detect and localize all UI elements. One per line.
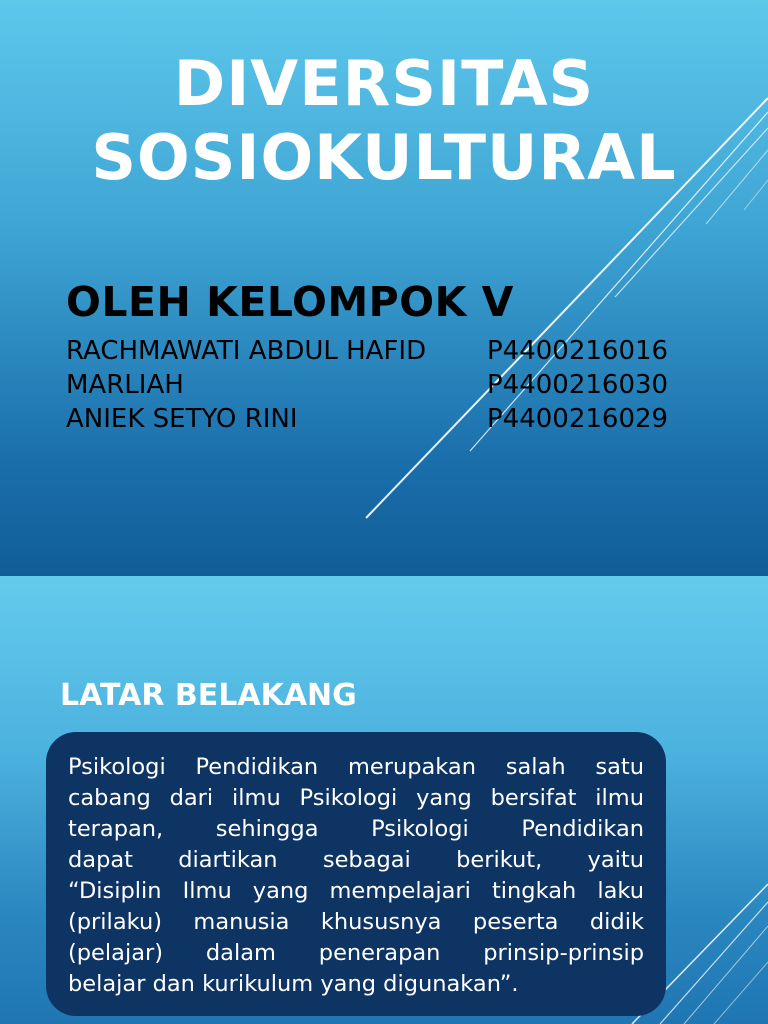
title-line-2: SOSIOKULTURAL (91, 121, 677, 194)
body-line: dapat diartikan sebagai berikut, yaitu (68, 847, 644, 873)
member-row (66, 370, 706, 404)
member-name: ANIEK SETYO RINI (66, 404, 298, 434)
diagonal-line (714, 962, 768, 1024)
member-id: P4400216029 (487, 404, 669, 434)
body-paragraph (68, 752, 644, 1000)
member-row (66, 404, 706, 438)
body-text-box (46, 732, 666, 1016)
member-id: P4400216030 (487, 370, 669, 400)
body-line: (prilaku) manusia khususnya peserta didik (68, 909, 644, 935)
body-line: cabang dari ilmu Psikologi yang bersifat ilmu (68, 785, 644, 811)
member-name: RACHMAWATI ABDUL HAFID (66, 336, 427, 366)
subtitle: OLEH KELOMPOK V (66, 278, 514, 326)
content-slide (0, 576, 768, 1024)
body-line: terapan, sehingga Psikologi Pendidikan (68, 816, 644, 842)
body-line: belajar dan kurikulum yang digunakan”. (68, 971, 519, 997)
title-line-1: DIVERSITAS (173, 47, 595, 120)
member-row (66, 336, 706, 370)
body-line: “Disiplin Ilmu yang mempelajari tingkah laku (68, 878, 644, 904)
diagonal-line (684, 926, 768, 1024)
member-name: MARLIAH (66, 370, 184, 400)
section-heading: LATAR BELAKANG (60, 678, 357, 713)
body-line: Psikologi Pendidikan merupakan salah satu (68, 754, 644, 780)
body-line: (pelajar) dalam penerapan prinsip-prinsip (68, 940, 644, 966)
diagonal-line (660, 902, 768, 1024)
member-id: P4400216016 (487, 336, 669, 366)
